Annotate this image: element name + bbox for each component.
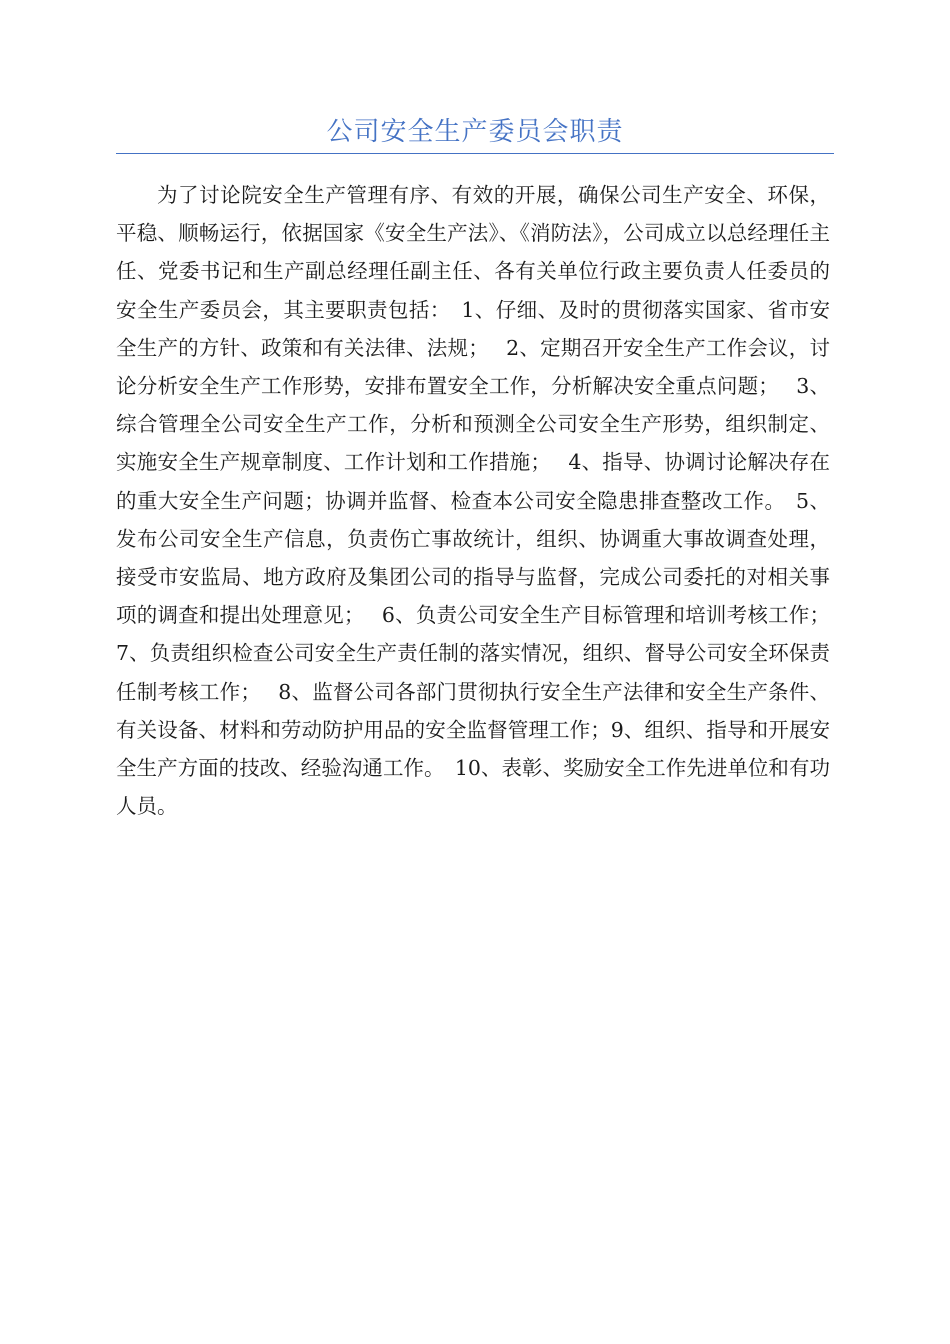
document-title: 公司安全生产委员会职责 — [326, 117, 624, 147]
body-paragraph: 为了讨论院安全生产管理有序、有效的开展，确保公司生产安全、环保，平稳、顺畅运行，依据国家《安全生产法》、《消防法》，公司成立以总经理任主任、党委书记和生产副总经理任副主任、各有关单位行政主要负责人任委员的安全生产委员会，其主要职责包括： 1、仔细、及时的贯彻落实国家、省市安全生产的方针、政策和有关法律、法规； 2、定期召开安全生产工作会议，讨论分析安全生产工作形势，安排布置安全工作，分析解决安全重点问题； 3、综合管理全公司安全生产工作，分析和预测全公司安全生产形势，组织制定、实施安全生产规章制度、工作计划和工作措施； 4、指导、协调讨论解决存在的重大安全生产问题；协调并监督、检查本公司安全隐患排查整改工作。 5、发布公司安全生产信息，负责伤亡事故统计，组织、协调重大事故调查处理，接受市安监局、地方政府及集团公司的指导与监督，完成公司委托的对相关事项的调查和提出处理意见； 6、负责公司安全生产目标管理和培训考核工作；7、负责组织检查公司安全生产责任制的落实情况，组织、督导公司安全环保责任制考核工作； 8、监督公司各部门贯彻执行安全生产法律和安全生产条件、有关设备、材料和劳动防护用品的安全监督管理工作；9、组织、指导和开展安全生产方面的技改、经验沟通工作。 10、表彰、奖励安全工作先进单位和有功人员。 — [116, 183, 830, 819]
title-underline — [116, 153, 834, 154]
